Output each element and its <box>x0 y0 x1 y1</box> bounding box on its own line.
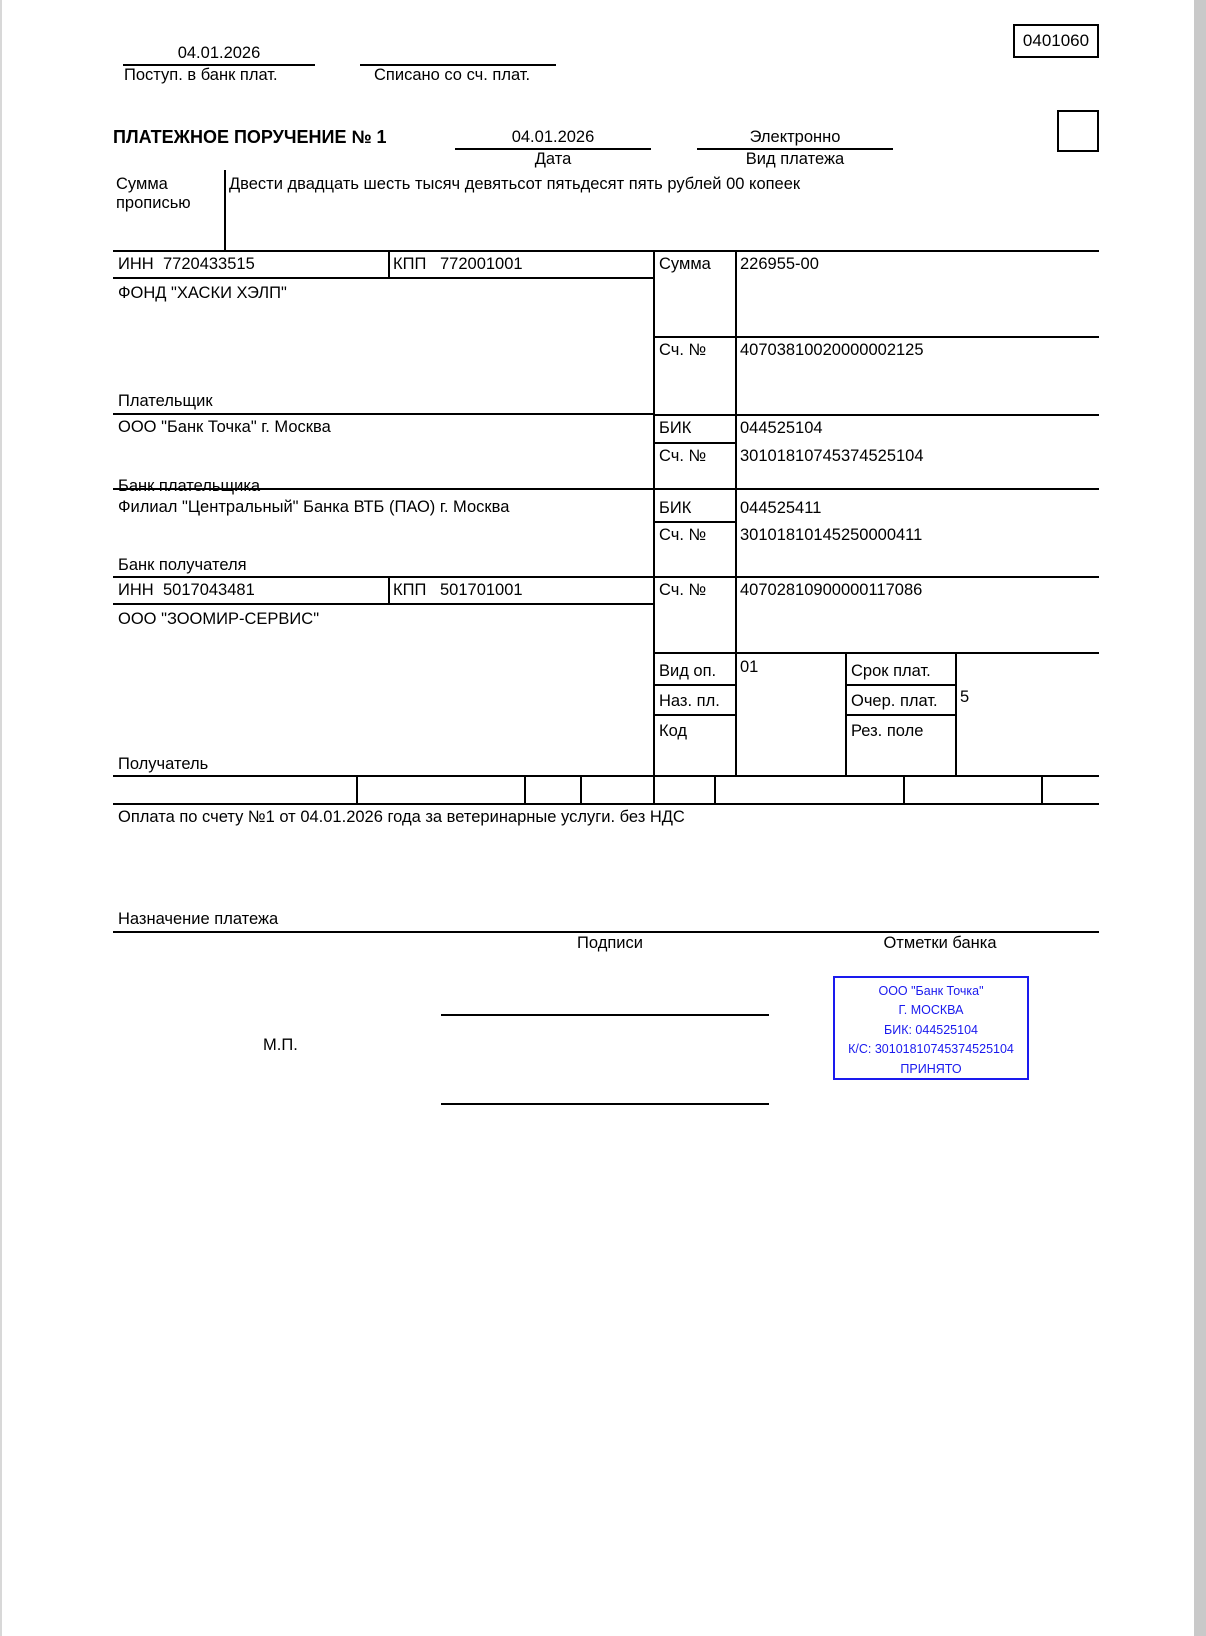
payer-section-rule <box>113 413 653 415</box>
payer-section-label: Плательщик <box>118 392 213 410</box>
payee-bank-section-rule <box>113 576 1099 578</box>
payee-kpp-value: 501701001 <box>440 581 523 599</box>
signatures-label: Подписи <box>577 934 643 952</box>
payment-kind-label: Вид платежа <box>745 150 845 168</box>
payee-account-cell-divider <box>735 576 737 654</box>
payer-kpp-value: 772001001 <box>440 255 523 273</box>
vid-op-label: Вид оп. <box>659 662 717 680</box>
naz-pl-label: Наз. пл. <box>659 692 720 710</box>
document-date-label: Дата <box>534 150 572 168</box>
amount-cell-divider <box>735 250 737 338</box>
budget-cell-divider-5 <box>714 775 716 803</box>
payer-account-label: Сч. № <box>659 341 707 359</box>
payer-kpp-label: КПП <box>393 255 427 273</box>
amount-row-rule <box>653 336 1099 338</box>
purpose-rule <box>113 931 1099 933</box>
stamp-line-1: ООО "Банк Точка" <box>878 984 984 998</box>
bank-marks-label: Отметки банка <box>883 934 997 952</box>
payee-section-label: Получатель <box>118 755 209 773</box>
budget-cell-divider-4 <box>653 775 655 803</box>
payer-bank-cells-divider <box>735 414 737 488</box>
payee-inn-kpp-divider <box>388 576 390 603</box>
operation-row1-rule-right <box>845 684 955 686</box>
empty-square-box <box>1057 110 1099 152</box>
amount-words-label-line2: прописью <box>116 194 191 212</box>
payee-bank-name: Филиал "Центральный" Банка ВТБ (ПАО) г. Москва <box>118 498 510 516</box>
ocher-plat-value: 5 <box>960 688 970 706</box>
payee-account-value: 40702810900000117086 <box>740 581 923 599</box>
payee-bank-account-label: Сч. № <box>659 526 707 544</box>
payee-inn-label: ИНН <box>118 581 154 599</box>
payer-bank-account-value: 30101810745374525104 <box>740 447 924 465</box>
payee-bank-bik-value: 044525411 <box>740 499 822 517</box>
payee-inn-rule <box>113 603 653 605</box>
budget-cell-divider-2 <box>524 775 526 803</box>
payee-account-row-rule <box>653 652 1099 654</box>
debited-label: Списано со сч. плат. <box>374 66 531 84</box>
amount-words-value: Двести двадцать шесть тысяч девятьсот пятьдесят пять рублей 00 копеек <box>229 175 801 193</box>
grid-main-vertical-divider <box>653 250 655 777</box>
payer-bank-account-label: Сч. № <box>659 447 707 465</box>
payer-bank-section-rule <box>113 488 1099 490</box>
budget-cells-bottom-rule <box>113 803 1099 805</box>
stamp-line-5: ПРИНЯТО <box>900 1061 962 1076</box>
document-date-value: 04.01.2026 <box>511 128 595 146</box>
amount-words-label-line1: Сумма <box>116 175 168 193</box>
payer-bank-bik-value: 044525104 <box>740 419 823 437</box>
payee-bank-cells-divider <box>735 488 737 576</box>
budget-cell-divider-7 <box>1041 775 1043 803</box>
payer-name: ФОНД "ХАСКИ ХЭЛП" <box>118 284 287 302</box>
ocher-plat-label: Очер. плат. <box>851 692 938 710</box>
payee-account-label: Сч. № <box>659 581 707 599</box>
operation-row1-rule-left <box>653 684 735 686</box>
payee-bank-bik-rule <box>653 521 735 523</box>
payer-bank-section-label: Банк плательщика <box>118 477 261 495</box>
payee-name: ООО "ЗООМИР-СЕРВИС" <box>118 610 320 628</box>
payee-bank-account-value: 30101810145250000411 <box>740 526 923 544</box>
page-title: ПЛАТЕЖНОЕ ПОРУЧЕНИЕ № 1 <box>113 127 387 147</box>
budget-cells-top-rule <box>356 775 1099 777</box>
purpose-label: Назначение платежа <box>118 910 279 928</box>
amount-value: 226955-00 <box>740 255 819 273</box>
payee-kpp-label: КПП <box>393 581 427 599</box>
grid-rule-top <box>113 250 1099 252</box>
payer-account-cell-divider <box>735 336 737 416</box>
signature-line-2 <box>441 1103 769 1105</box>
received-label: Поступ. в банк плат. <box>124 66 278 84</box>
bank-acceptance-stamp <box>833 976 1029 1080</box>
stamp-line-3: БИК: 044525104 <box>884 1022 978 1037</box>
payer-bank-bik-rule <box>653 442 735 444</box>
payer-account-row-rule <box>653 414 1099 416</box>
form-code-value: 0401060 <box>1022 31 1090 50</box>
payer-bank-bik-label: БИК <box>659 419 692 437</box>
payer-bank-name: ООО "Банк Точка" г. Москва <box>118 418 331 436</box>
operation-row2-rule-left <box>653 714 735 716</box>
amount-label: Сумма <box>659 255 711 273</box>
operation-col3-divider <box>955 652 957 775</box>
rez-pole-label: Рез. поле <box>851 722 924 740</box>
payer-inn-rule <box>113 277 653 279</box>
stamp-line-4: К/С: 30101810745374525104 <box>848 1042 1014 1057</box>
page-edge-right <box>1194 0 1206 1636</box>
kod-label: Код <box>659 722 688 740</box>
amount-words-divider <box>224 170 226 252</box>
payer-account-value: 40703810020000002125 <box>740 341 924 359</box>
payee-bank-section-label: Банк получателя <box>118 556 247 574</box>
operation-col1-divider <box>735 652 737 775</box>
operation-row2-rule-right <box>845 714 955 716</box>
seal-label: М.П. <box>263 1036 298 1054</box>
received-date-value: 04.01.2026 <box>177 44 261 62</box>
payee-inn-value: 5017043481 <box>163 581 255 599</box>
payer-inn-value: 7720433515 <box>163 255 255 273</box>
budget-cell-divider-6 <box>903 775 905 803</box>
payer-inn-label: ИНН <box>118 255 154 273</box>
payment-kind-value: Электронно <box>749 128 841 146</box>
vid-op-value: 01 <box>740 658 759 676</box>
stamp-line-2: Г. МОСКВА <box>898 1003 964 1018</box>
srok-plat-label: Срок плат. <box>851 662 931 680</box>
payer-inn-kpp-divider <box>388 250 390 277</box>
budget-cell-divider-1 <box>356 775 358 803</box>
budget-cell-divider-3 <box>580 775 582 803</box>
page-edge-left <box>0 0 2 1636</box>
signature-line-1 <box>441 1014 769 1016</box>
purpose-text: Оплата по счету №1 от 04.01.2026 года за ветеринарные услуги. без НДС <box>118 808 685 826</box>
payee-bank-bik-label: БИК <box>659 499 692 517</box>
form-code-box <box>1013 24 1099 58</box>
